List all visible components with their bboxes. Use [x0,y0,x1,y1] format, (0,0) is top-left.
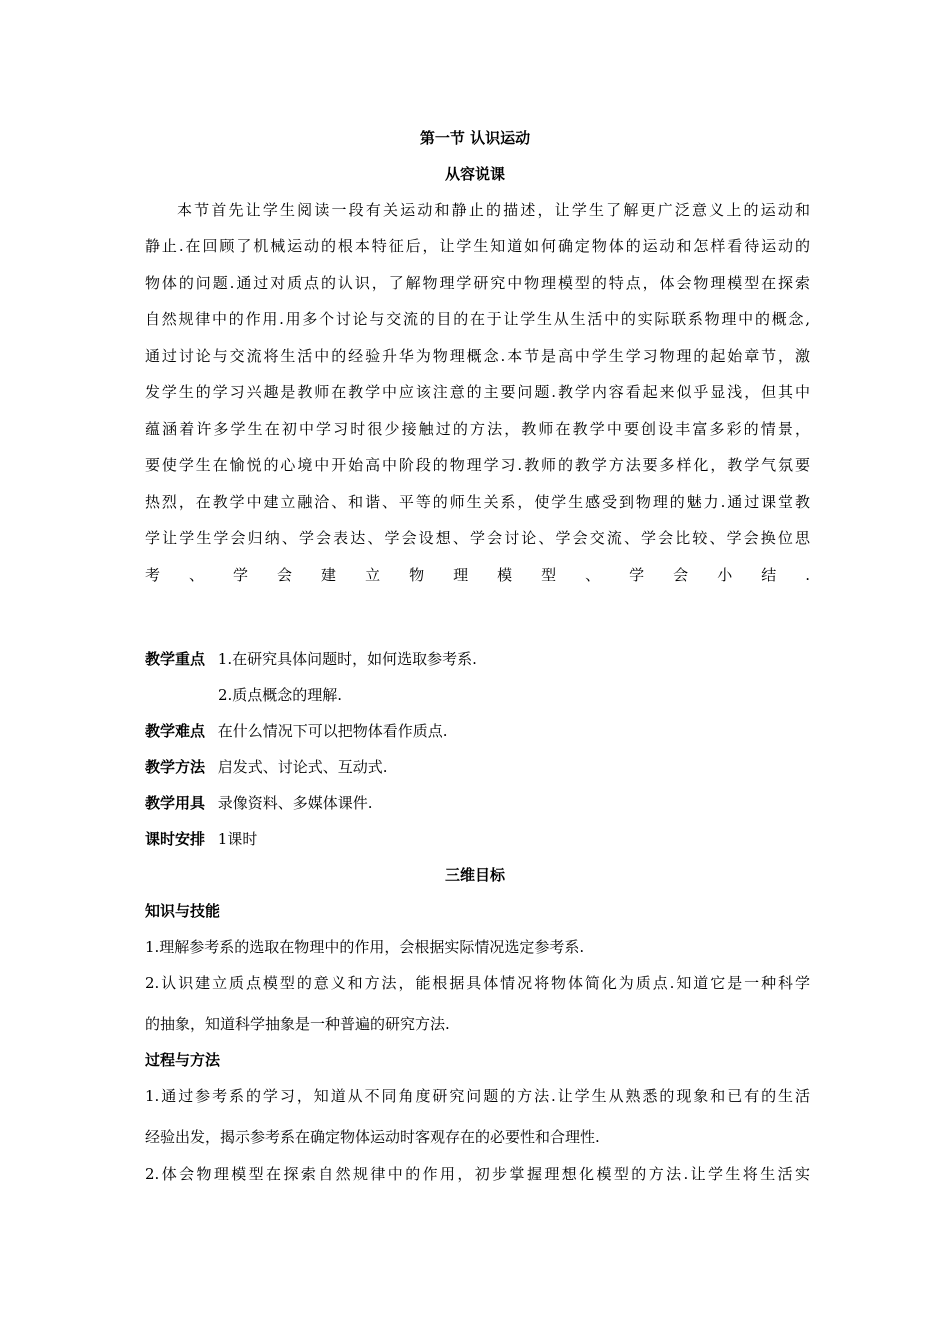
key-points-row [145,648,810,669]
knowledge-heading: 知识与技能 [145,902,221,920]
intro-line-4: 自然规律中的作用.用多个讨论与交流的目的在于让学生从生活中的实际联系物理中的概念, [145,310,810,328]
tools-row [145,792,810,813]
process-line-1: 1.通过参考系的学习，知道从不同角度研究问题的方法.让学生从熟悉的现象和已有的生活 [145,1087,810,1105]
knowledge-line-1: 1.理解参考系的选取在物理中的作用，会根据实际情况选定参考系. [145,938,585,956]
schedule-text: 1课时 [217,830,258,848]
section-subtitle: 从容说课 [444,165,505,183]
difficulty-row [145,720,810,741]
method-text: 启发式、讨论式、互动式. [217,758,388,776]
process-heading: 过程与方法 [145,1051,221,1069]
intro-line-8: 要使学生在愉悦的心境中开始高中阶段的物理学习.教师的教学方法要多样化，教学气氛要 [145,456,810,474]
key-points-label: 教学重点 [145,650,206,668]
schedule-label: 课时安排 [145,830,206,848]
goals-title: 三维目标 [444,866,505,884]
intro-line-10: 学让学生学会归纳、学会表达、学会设想、学会讨论、学会交流、学会比较、学会换位思 [145,529,810,547]
process-line-2: 经验出发，揭示参考系在确定物体运动时客观存在的必要性和合理性. [145,1128,600,1146]
intro-line-7: 蕴涵着许多学生在初中学习时很少接触过的方法，教师在教学中要创设丰富多彩的情景， [145,420,810,438]
schedule-row [145,828,810,849]
method-label: 教学方法 [145,758,206,776]
knowledge-line-2: 2.认识建立质点模型的意义和方法，能根据具体情况将物体简化为质点.知道它是一种科学 [145,974,810,992]
tools-label: 教学用具 [145,794,206,812]
key-points-item-1: 1.在研究具体问题时，如何选取参考系. [217,650,477,668]
knowledge-line-3: 的抽象，知道科学抽象是一种普遍的研究方法. [145,1015,450,1033]
intro-line-6: 发学生的学习兴趣是教师在教学中应该注意的主要问题.教学内容看起来似乎显浅，但其中 [145,383,810,401]
intro-line-5: 通过讨论与交流将生活中的经验升华为物理概念.本节是高中学生学习物理的起始章节，激 [145,347,810,365]
difficulty-label: 教学难点 [145,722,206,740]
intro-line-3: 物体的问题.通过对质点的认识，了解物理学研究中物理模型的特点，体会物理模型在探索 [145,274,810,292]
method-row [145,756,810,777]
key-points-item-2: 2.质点概念的理解. [218,686,343,704]
intro-line-11: 考、学会建立物理模型、学会小结. [145,566,810,584]
intro-line-9: 热烈，在教学中建立融洽、和谐、平等的师生关系，使学生感受到物理的魅力.通过课堂教 [145,493,810,511]
difficulty-text: 在什么情况下可以把物体看作质点. [217,722,448,740]
process-line-3: 2.体会物理模型在探索自然规律中的作用，初步掌握理想化模型的方法.让学生将生活实 [145,1165,810,1183]
document-page: 第一节 认识运动 从容说课 本节首先让学生阅读一段有关运动和静止的描述，让学生了解更广泛意义上的运动和 静止.在回顾了机械运动的根本特征后，让学生知道如何确定物体的运动和怎样看待运动的 物体的问题.通过对质点的认识，了解物理学研究中物理模型的特点，体会物理模型在探索 自然规律中的作用.用多个讨论与交流的目的在于让学生从生活中的实际联系物理中的概念, 通过讨论与交流将生活中的经验升华为物理概念.本节是高中学生学习物理的起始章节，激 发学生的学习兴趣是教师在教学中应该注意的主要问题.教学内容看起来似乎显浅，但其中 蕴涵着许多学生在初中学习时很少接触过的方法，教师在教学中要创设丰富多彩的情景， 要使学生在愉悦的心境中开始高中阶段的物理学习.教师的教学方法要多样化，教学气氛要 热烈，在教学中建立融洽、和谐、平等的师生关系，使学生感受到物理的魅力.通过课堂教 学让学生学会归纳、学会表达、学会设想、学会讨论、学会交流、学会比较、学会换位思 考、学会建立物理模型、学会小结. 教学重点 1.在研究具体问题时，如何选取参考系. 2.质点概念的理解. 教学难点 在什么情况下可以把物体看作质点. 教学方法 启发式、讨论式、互动式. 教学用具 录像资料、多媒体课件. 课时安排 1课时 三维目标 知识与技能 1.理解参考系的选取在物理中的作用，会根据实际情况选定参考系. 2.认识建立质点模型的意义和方法，能根据具体情况将物体简化为质点.知道它是一种科学 的抽象，知道科学抽象是一种普遍的研究方法. 过程与方法 1.通过参考系的学习，知道从不同角度研究问题的方法.让学生从熟悉的现象和已有的生活 经验出发，揭示参考系在确定物体运动时客观存在的必要性和合理性. 2.体会物理模型在探索自然规律中的作用，初步掌握理想化模型的方法.让学生将生活实 [0,0,950,1344]
tools-text: 录像资料、多媒体课件. [217,794,373,812]
intro-line-2: 静止.在回顾了机械运动的根本特征后，让学生知道如何确定物体的运动和怎样看待运动的 [145,237,810,255]
section-title: 第一节 认识运动 [419,129,531,147]
